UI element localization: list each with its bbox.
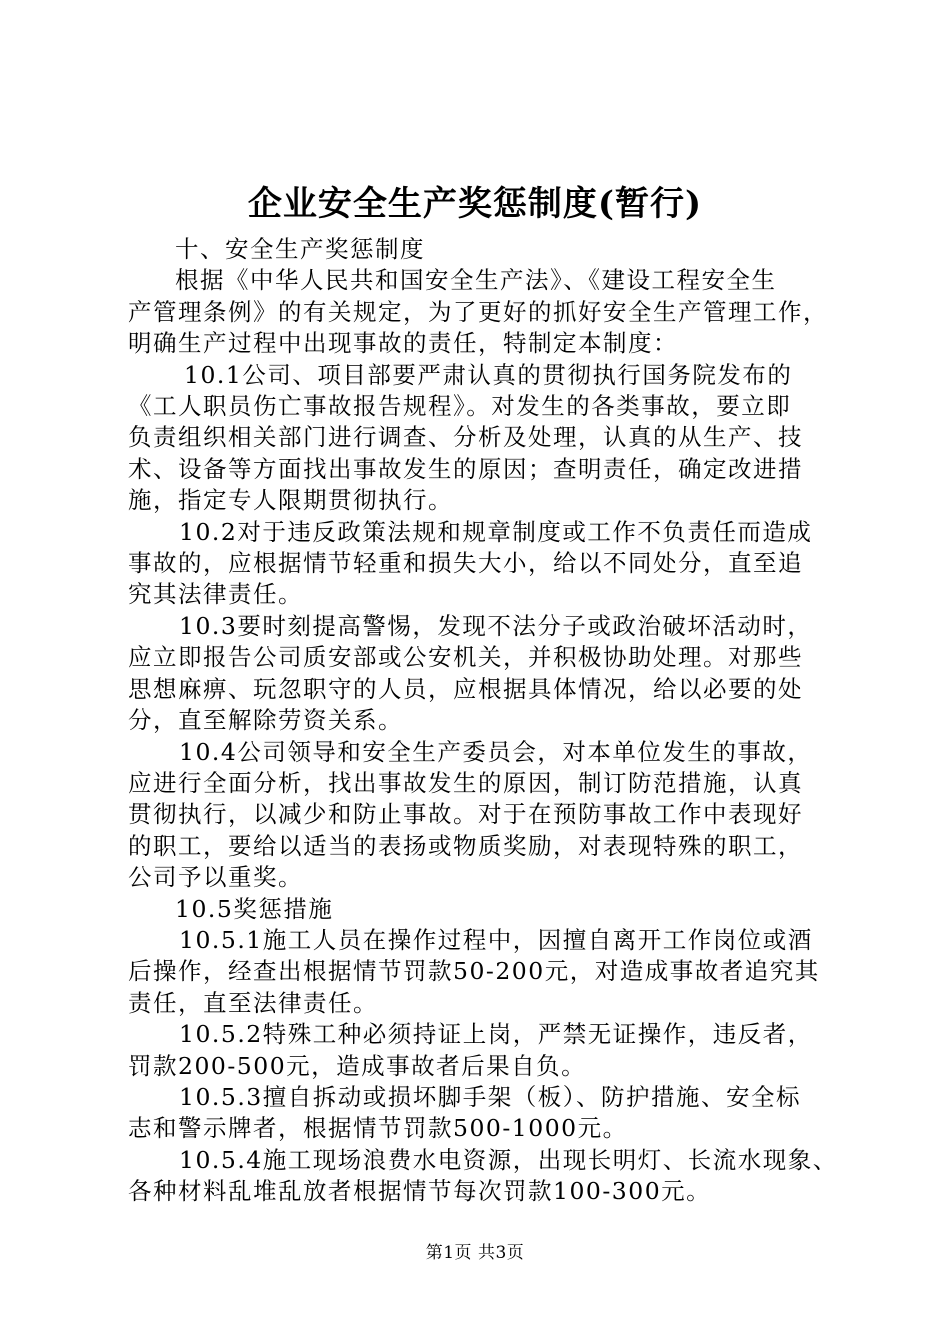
- section-heading: 十、安全生产奖惩制度: [175, 235, 425, 263]
- paragraph-line: 志和警示牌者，根据情节罚款500-1000元。: [128, 1114, 628, 1143]
- page-number-footer: 第1页 共3页: [425, 1243, 525, 1263]
- paragraph-line: 10.3要时刻提高警惕，发现不法分子或政治破坏活动时，: [179, 611, 813, 640]
- paragraph-line: 公司予以重奖。: [128, 863, 303, 892]
- paragraph-line: 的职工，要给以适当的表扬或物质奖励，对表现特殊的职工，: [128, 831, 803, 860]
- paragraph-line: 根据《中华人民共和国安全生产法》、《建设工程安全生: [175, 266, 777, 295]
- document-body: [128, 234, 838, 1208]
- paragraph-line: 10.1公司、项目部要严肃认真的贯彻执行国务院发布的: [184, 360, 793, 389]
- paragraph-line: 明确生产过程中出现事故的责任，特制定本制度：: [128, 329, 678, 358]
- paragraph-line: 应立即报告公司质安部或公安机关，并积极协助处理。对那些: [128, 643, 803, 672]
- paragraph-line: 思想麻痹、玩忽职守的人员，应根据具体情况，给以必要的处: [128, 674, 803, 703]
- paragraph-line: 贯彻执行，以减少和防止事故。对于在预防事故工作中表现好: [128, 800, 803, 829]
- paragraph-line: 产管理条例》的有关规定，为了更好的抓好安全生产管理工作，: [128, 297, 828, 326]
- paragraph-line: 10.4公司领导和安全生产委员会，对本单位发生的事故，: [179, 737, 813, 766]
- paragraph-line: 罚款200-500元，造成事故者后果自负。: [128, 1051, 587, 1080]
- subsection-heading: 10.5奖惩措施: [175, 894, 334, 923]
- document-title: 企业安全生产奖惩制度(暂行): [247, 184, 703, 224]
- paragraph-line: 10.2对于违反政策法规和规章制度或工作不负责任而造成: [179, 517, 813, 546]
- paragraph-line: 《工人职员伤亡事故报告规程》。对发生的各类事故，要立即: [128, 392, 792, 421]
- paragraph-line: 应进行全面分析，找出事故发生的原因，制订防范措施，认真: [128, 768, 803, 797]
- paragraph-line: 施，指定专人限期贯彻执行。: [128, 486, 453, 515]
- paragraph-line: 后操作，经查出根据情节罚款50-200元，对造成事故者追究其: [128, 957, 820, 986]
- paragraph-line: 10.5.2特殊工种必须持证上岗，严禁无证操作，违反者，: [179, 1020, 813, 1049]
- paragraph-line: 术、设备等方面找出事故发生的原因；查明责任，确定改进措: [128, 454, 803, 483]
- paragraph-line: 分，直至解除劳资关系。: [128, 706, 403, 735]
- paragraph-line: 事故的，应根据情节轻重和损失大小，给以不同处分，直至追: [128, 549, 803, 578]
- paragraph-line: 究其法律责任。: [128, 580, 303, 609]
- paragraph-line: 责任，直至法律责任。: [128, 988, 378, 1017]
- paragraph-line: 各种材料乱堆乱放者根据情节每次罚款100-300元。: [128, 1177, 712, 1206]
- paragraph-line: 10.5.4施工现场浪费水电资源，出现长明灯、长流水现象、: [179, 1145, 838, 1174]
- paragraph-line: 10.5.1施工人员在操作过程中，因擅自离开工作岗位或酒: [179, 925, 813, 954]
- paragraph-line: 负责组织相关部门进行调查、分析及处理，认真的从生产、技: [128, 423, 803, 452]
- paragraph-line: 10.5.3擅自拆动或损坏脚手架（板）、防护措施、安全标: [179, 1082, 801, 1111]
